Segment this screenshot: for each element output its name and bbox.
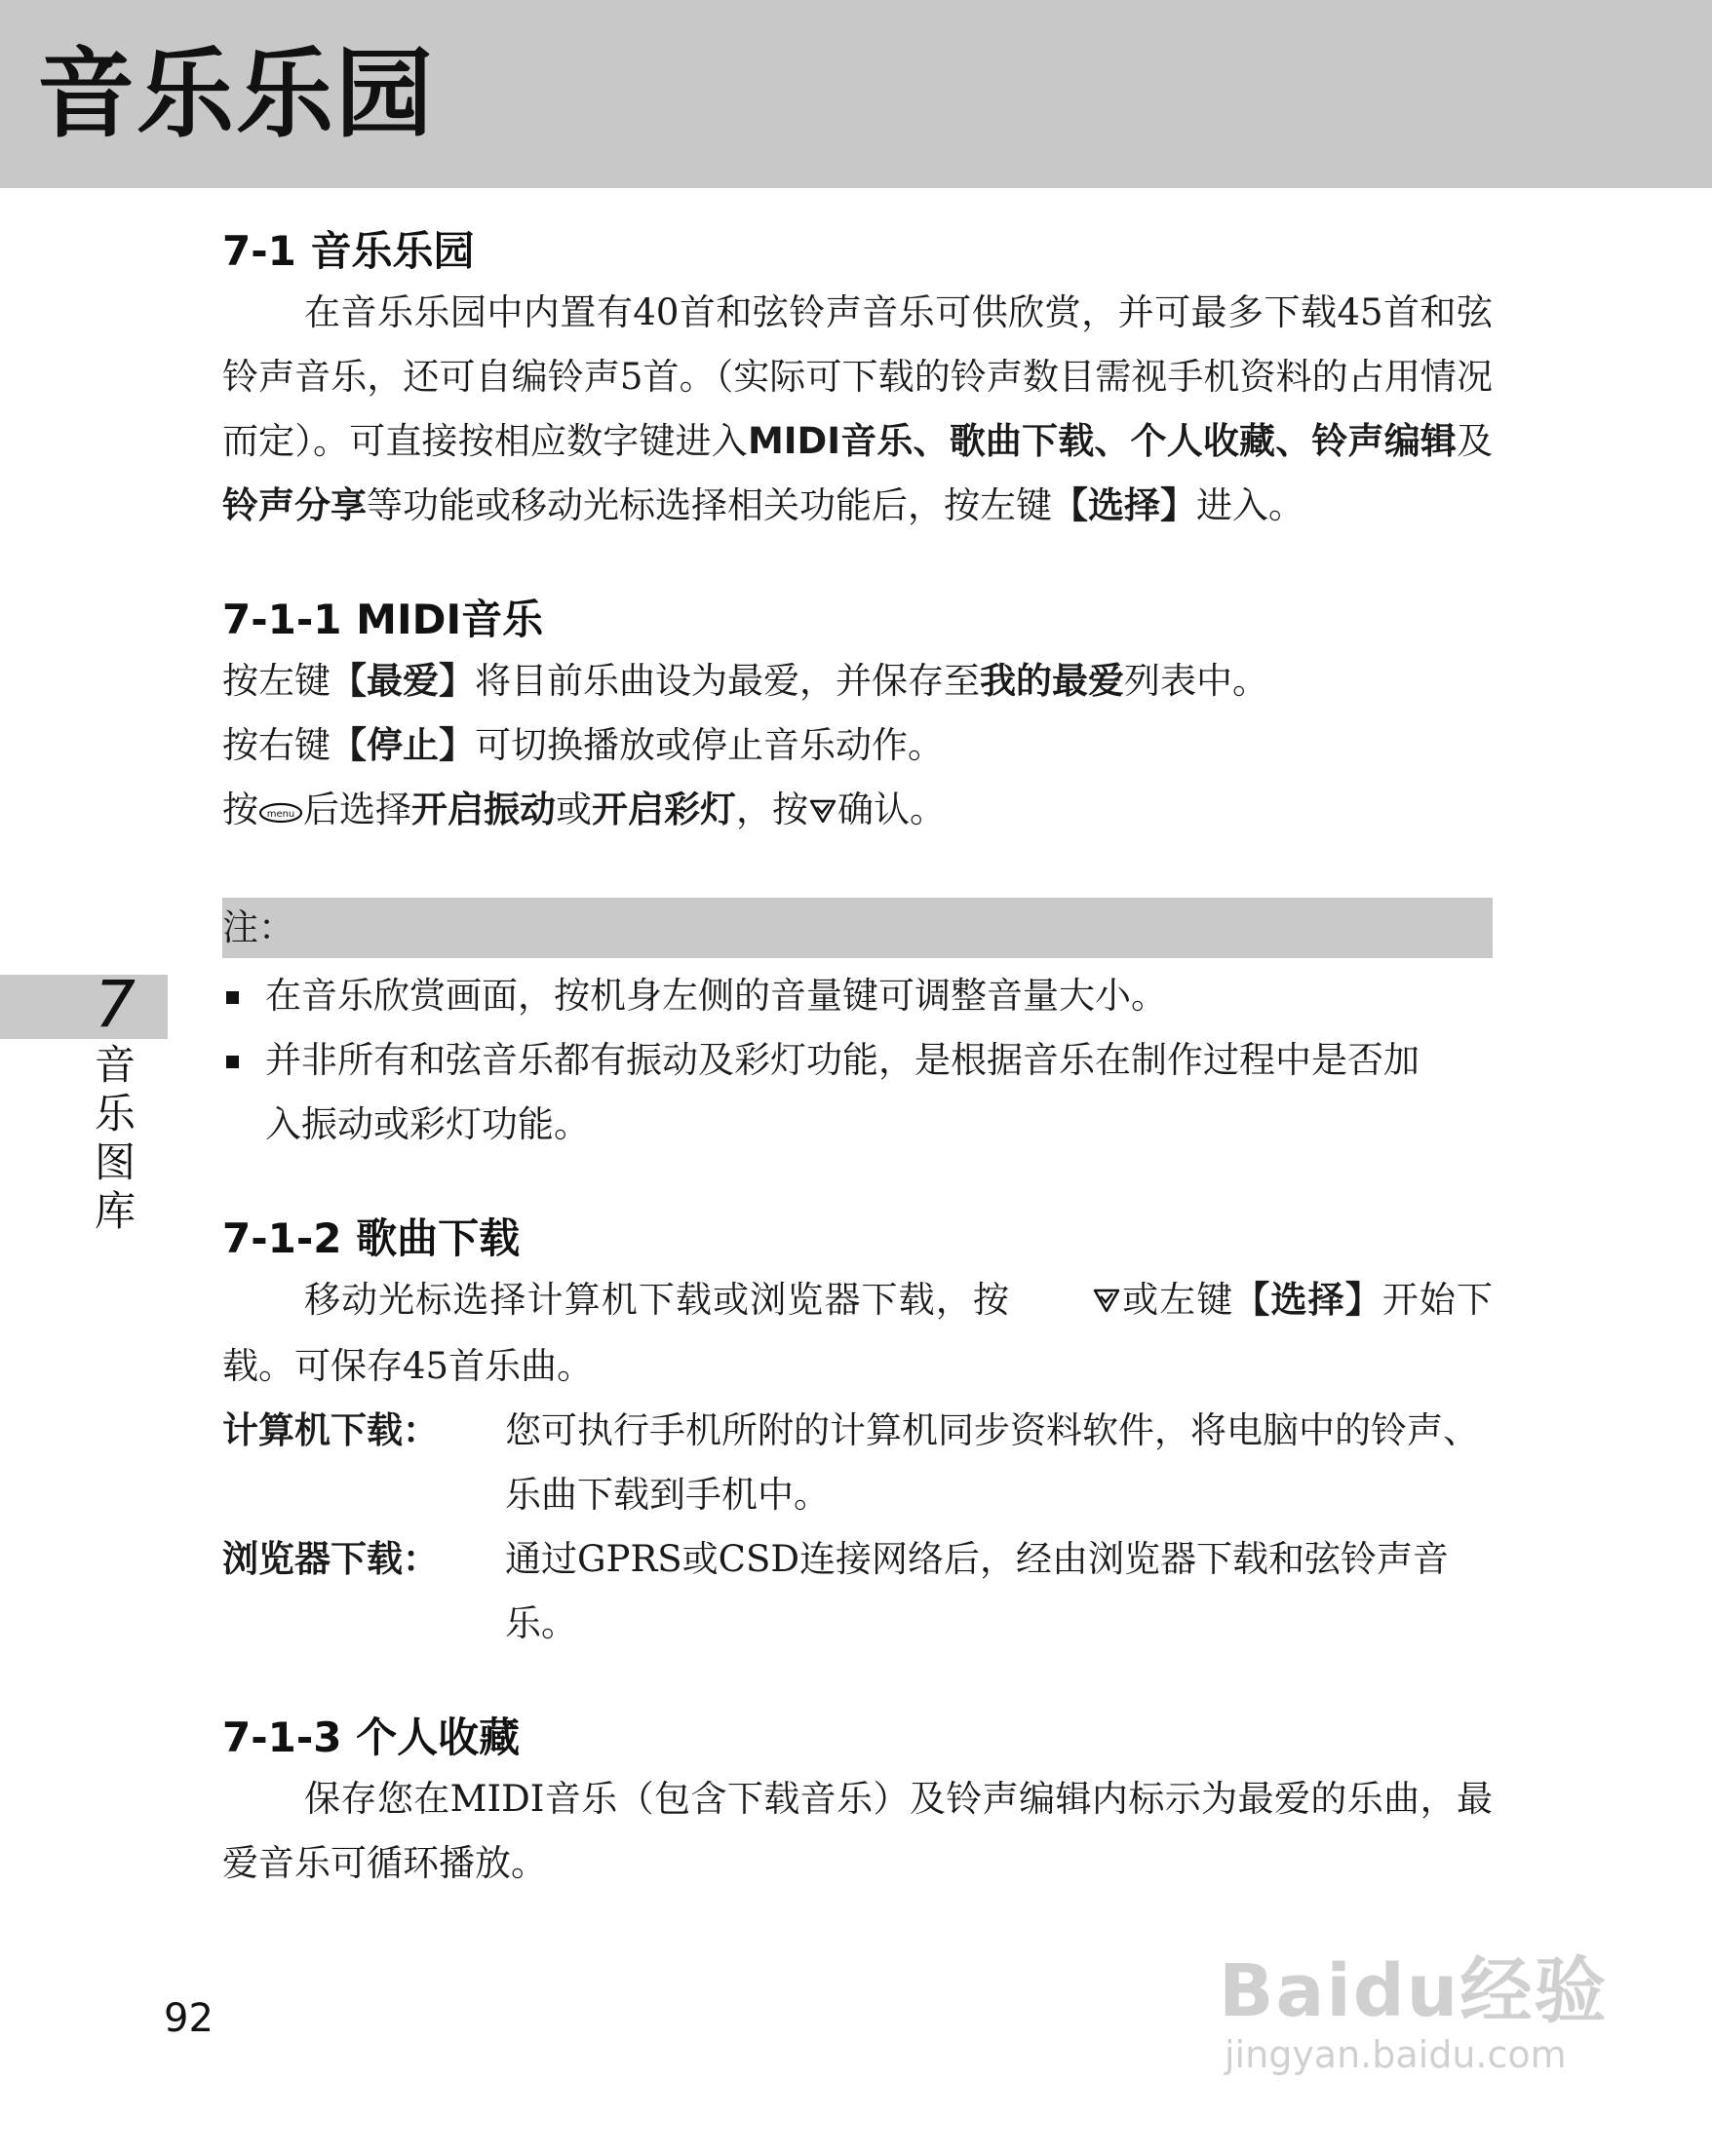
section-number: 7-1-1: [222, 596, 342, 643]
section-7-1-2-paragraph: [222, 1268, 1493, 1400]
section-title: 个人收藏: [356, 1713, 521, 1761]
instruction-line: [222, 649, 1493, 713]
key-favorite: 【最爱】: [331, 660, 475, 702]
bullet-square-icon: [226, 991, 239, 1004]
section-heading-7-1-3: [222, 1709, 1493, 1767]
definition-desc: 通过GPRS或CSD连接网络后，经由浏览器下载和弦铃声音乐。: [505, 1538, 1449, 1644]
watermark: [1219, 1949, 1638, 2086]
menu-term-midi: MIDI音乐: [747, 420, 914, 462]
text-run: 或: [556, 789, 592, 830]
text-run: 将目前乐曲设为最爱，并保存至: [475, 660, 980, 702]
section-7-1-paragraph: [222, 281, 1493, 538]
text-run: 进入。: [1196, 484, 1304, 526]
menu-term-ringtone-share: 铃声分享: [222, 484, 367, 526]
option-vibration: 开启振动: [411, 789, 556, 830]
text-run: 移动光标选择计算机下载或浏览器下载，按: [304, 1278, 1010, 1321]
page-content: [222, 222, 1493, 1896]
text-run: 按右键: [222, 724, 331, 766]
text-run: ，按: [736, 789, 808, 830]
watermark-logo: Baidu经验: [1219, 1949, 1609, 2033]
definition-term: 计算机下载：: [222, 1409, 439, 1451]
ok-key-icon: [808, 781, 837, 845]
note-label: 注：: [222, 905, 294, 948]
header-band: [0, 0, 1712, 188]
key-stop: 【停止】: [331, 724, 475, 766]
chapter-label: 音乐图库: [95, 1041, 136, 1235]
watermark-url: jingyan.baidu.com: [1225, 2033, 1567, 2076]
text-run: 确认。: [837, 789, 946, 830]
bullet-square-icon: [226, 1056, 239, 1068]
instruction-line: [222, 713, 1493, 778]
ok-key-icon: [1010, 1270, 1121, 1334]
instruction-line: [222, 778, 1493, 845]
menu-term-favorites: 个人收藏: [1130, 420, 1276, 462]
text-run: 列表中。: [1124, 660, 1268, 702]
menu-term-ringtone-edit: 铃声编辑: [1311, 420, 1458, 462]
section-title: 音乐乐园: [310, 227, 475, 275]
section-number: 7-1: [222, 227, 296, 275]
separator: 、: [1275, 420, 1312, 462]
menu-key-label: menu: [266, 808, 295, 820]
definition-row: [222, 1399, 1493, 1527]
my-favorites-term: 我的最爱: [980, 660, 1124, 702]
definition-term: 浏览器下载：: [222, 1538, 439, 1580]
section-title-plain: MIDI: [356, 596, 462, 643]
text-run: 或左键: [1120, 1278, 1234, 1321]
note-text: 并非所有和弦音乐都有振动及彩灯功能，是根据音乐在制作过程中是否加入振动或彩灯功能。: [265, 1038, 1420, 1145]
page-number: 92: [164, 1996, 214, 2041]
text-run: 可切换播放或停止音乐动作。: [475, 724, 944, 766]
section-7-1-3-paragraph: 保存您在MIDI音乐（包含下载音乐）及铃声编辑内标示为最爱的乐曲，最爱音乐可循环播放。: [222, 1778, 1493, 1884]
section-heading-7-1: [222, 222, 1493, 281]
chapter-tab: [0, 975, 168, 1039]
text-run: 在音乐乐园中内置有40首和弦铃声音乐可供欣赏，并可最多下载45首和弦铃声音乐，还可自编铃声5首。（实际可下载的铃声数目需视手机资料的占用情况而定）。可直接按相应数字键进入: [222, 291, 1493, 462]
definition-desc: 您可执行手机所附的计算机同步资料软件，将电脑中的铃声、乐曲下载到手机中。: [505, 1409, 1479, 1516]
section-number: 7-1-3: [222, 1713, 342, 1761]
menu-term-download: 歌曲下载: [949, 420, 1095, 462]
separator: 、: [913, 420, 950, 462]
note-item: [222, 1028, 1493, 1157]
section-title-bold: 音乐: [461, 596, 544, 643]
text-run: 按: [222, 789, 258, 830]
section-number: 7-1-2: [222, 1213, 342, 1262]
text-run: 等功能或移动光标选择相关功能后，按左键: [367, 484, 1052, 526]
text-run: 及: [1457, 420, 1494, 462]
note-item: [222, 964, 1493, 1028]
note-header: [222, 898, 1493, 958]
text-run: 按左键: [222, 660, 331, 702]
key-select: 【选择】: [1052, 484, 1196, 526]
text-run: 开始下载。可保存45首乐曲。: [222, 1278, 1494, 1387]
text-run: 后选择: [303, 789, 411, 830]
key-select: 【选择】: [1233, 1278, 1382, 1321]
section-heading-7-1-2: [222, 1210, 1493, 1268]
chapter-number: 7: [95, 967, 136, 1042]
section-heading-7-1-1: [222, 591, 1493, 649]
page-title: 音乐乐园: [37, 37, 435, 151]
note-text: 在音乐欣赏画面，按机身左侧的音量键可调整音量大小。: [265, 974, 1167, 1017]
section-title: 歌曲下载: [356, 1213, 521, 1262]
definition-row: [222, 1527, 1493, 1656]
menu-key-icon: [258, 781, 303, 845]
option-color-light: 开启彩灯: [592, 789, 736, 830]
separator: 、: [1094, 420, 1131, 462]
